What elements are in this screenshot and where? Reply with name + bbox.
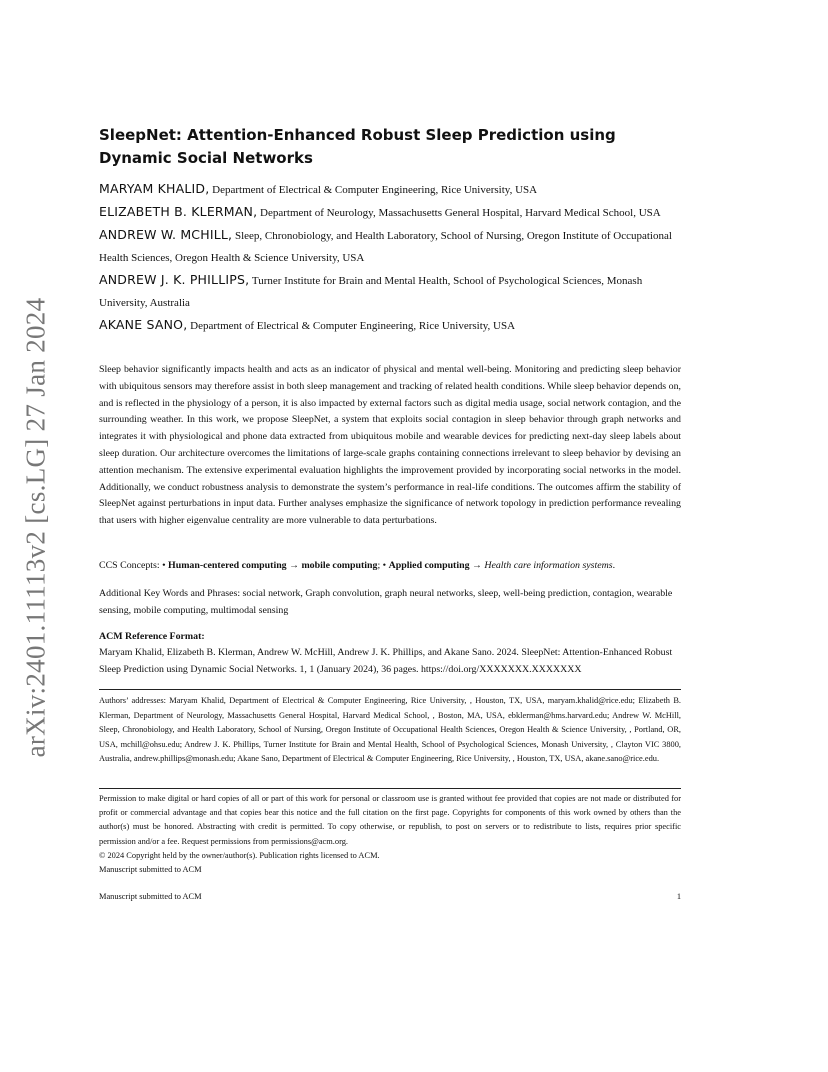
author-list — [99, 178, 681, 337]
ccs-arrow: → — [286, 560, 302, 571]
author-affiliation: Department of Neurology, Massachusetts General Hospital, Harvard Medical School, USA — [257, 207, 661, 219]
ccs-concept: Applied computing — [388, 560, 470, 571]
author-entry — [99, 314, 681, 337]
ccs-label: CCS Concepts: • — [99, 560, 169, 571]
permission-notice — [99, 792, 681, 877]
author-name: AKANE SANO, — [99, 317, 188, 332]
author-affiliation: Turner Institute for Brain and Mental Health, School of Psychological Sciences, Monash University, Australia — [99, 275, 643, 309]
acm-reference-format — [99, 629, 681, 678]
authors-addresses: Authors’ addresses: Maryam Khalid, Department of Electrical & Computer Engineering, Rice University, , Houston, TX, USA, maryam.khalid@rice.edu; Elizabeth B. Klerman, Department of Neurology, Massachusetts General Hospital, Harvard Medical School, , Boston, MA, USA, ebklerman@hms.harvard.edu; Andrew W. McHill, Sleep, Chronobiology, and Health Laboratory, School of Nursing, Oregon Institute of Occupational Health Sciences, Oregon Health & Science University, , Portland, OR, USA, mchill@ohsu.edu; Andrew J. K. Phillips, Turner Institute for Brain and Mental Health, School of Psychological Sciences, Monash University, , Clayton VIC 3800, Australia, andrew.phillips@monash.edu; Akane Sano, Department of Electrical & Computer Engineering, Rice University, , Houston, TX, USA, akane.sano@rice.edu. — [99, 696, 681, 764]
author-name: ANDREW W. MCHILL, — [99, 227, 233, 242]
author-entry — [99, 178, 681, 201]
copyright-line: © 2024 Copyright held by the owner/author(s). Publication rights licensed to ACM. — [99, 850, 380, 860]
keywords: Additional Key Words and Phrases: social network, Graph convolution, graph neural networks, sleep, well-being prediction, contagion, wearable sensing, mobile computing, multimodal sensing — [99, 588, 673, 616]
arxiv-identifier-stamp — [17, 292, 55, 762]
author-entry — [99, 201, 681, 224]
author-name: ANDREW J. K. PHILLIPS, — [99, 272, 250, 287]
arxiv-identifier-text: arXiv:2401.11113v2 [cs.LG] 27 Jan 2024 — [20, 297, 51, 757]
author-name: ELIZABETH B. KLERMAN, — [99, 204, 258, 219]
manuscript-note: Manuscript submitted to ACM — [99, 865, 202, 875]
ccs-concept: Health care information systems — [484, 560, 613, 571]
author-affiliation: Department of Electrical & Computer Engineering, Rice University, USA — [209, 184, 538, 196]
ccs-end: . — [612, 560, 616, 571]
ccs-arrow: → — [469, 560, 485, 571]
permission-text: Permission to make digital or hard copies of all or part of this work for personal or classroom use is granted without fee provided that copies are not made or distributed for profit or commercial advantage and that copies bear this notice and the full citation on the first page. Copyrights for components of this work owned by others than the author(s) must be honored. Abstracting with credit is permitted. To copy otherwise, or republish, to post on servers or to redistribute to lists, requires prior specific permission and/or a fee. Request permissions from permissions@acm.org. — [99, 794, 681, 846]
divider — [99, 689, 681, 690]
ccs-concept: mobile computing — [301, 560, 378, 571]
author-name: MARYAM KHALID, — [99, 181, 210, 196]
author-entry — [99, 269, 681, 314]
acm-reference-heading: ACM Reference Format: — [99, 631, 205, 642]
page-number: 1 — [676, 892, 681, 901]
ccs-concepts — [99, 558, 681, 574]
page-footer — [99, 890, 681, 904]
author-affiliation: Sleep, Chronobiology, and Health Laboratory, School of Nursing, Oregon Institute of Occupational Health Sciences, Oregon Health & Science University, USA — [99, 230, 672, 264]
paper-title: SleepNet: Attention-Enhanced Robust Sleep Prediction using Dynamic Social Networks — [99, 126, 616, 167]
author-affiliation: Department of Electrical & Computer Engineering, Rice University, USA — [187, 320, 516, 332]
ccs-concept: Human-centered computing — [168, 560, 287, 571]
author-entry — [99, 224, 681, 269]
divider — [99, 788, 681, 789]
acm-reference-text: Maryam Khalid, Elizabeth B. Klerman, Andrew W. McHill, Andrew J. K. Phillips, and Akane Sano. 2024. SleepNet: Attention-Enhanced Robust Sleep Prediction using Dynamic Social Networks. 1, 1 (January 2024), 36 pages. https://doi.org/XXXXXXX.XXXXXXX — [99, 647, 673, 675]
footer-text: Manuscript submitted to ACM — [99, 892, 202, 901]
ccs-separator: ; • — [377, 560, 389, 571]
abstract: Sleep behavior significantly impacts health and acts as an indicator of physical and mental well-being. Monitoring and predicting sleep behavior with ubiquitous sensors may therefore assist in both sleep management and tracking of related health conditions. While sleep behavior depends on, and is reflected in the physiology of a person, it is also impacted by external factors such as digital media usage, social network contagion, and the surrounding weather. In this work, we propose SleepNet, a system that exploits social contagion in sleep behavior through graph networks and integrates it with physiological and phone data extracted from ubiquitous mobile and wearable devices for predicting next-day sleep labels about sleep duration. Our architecture overcomes the limitations of large-scale graphs containing connections irrelevant to sleep behavior by devising an attention mechanism. The extensive experimental evaluation highlights the improvement provided by incorporating social networks in the model. Additionally, we conduct robustness analysis to demonstrate the system’s performance in real-life conditions. The outcomes affirm the stability of SleepNet against perturbations in input data. Further analyses emphasize the significance of network topology in prediction performance revealing that users with higher eigenvalue centrality are more vulnerable to data perturbations. — [99, 364, 681, 527]
